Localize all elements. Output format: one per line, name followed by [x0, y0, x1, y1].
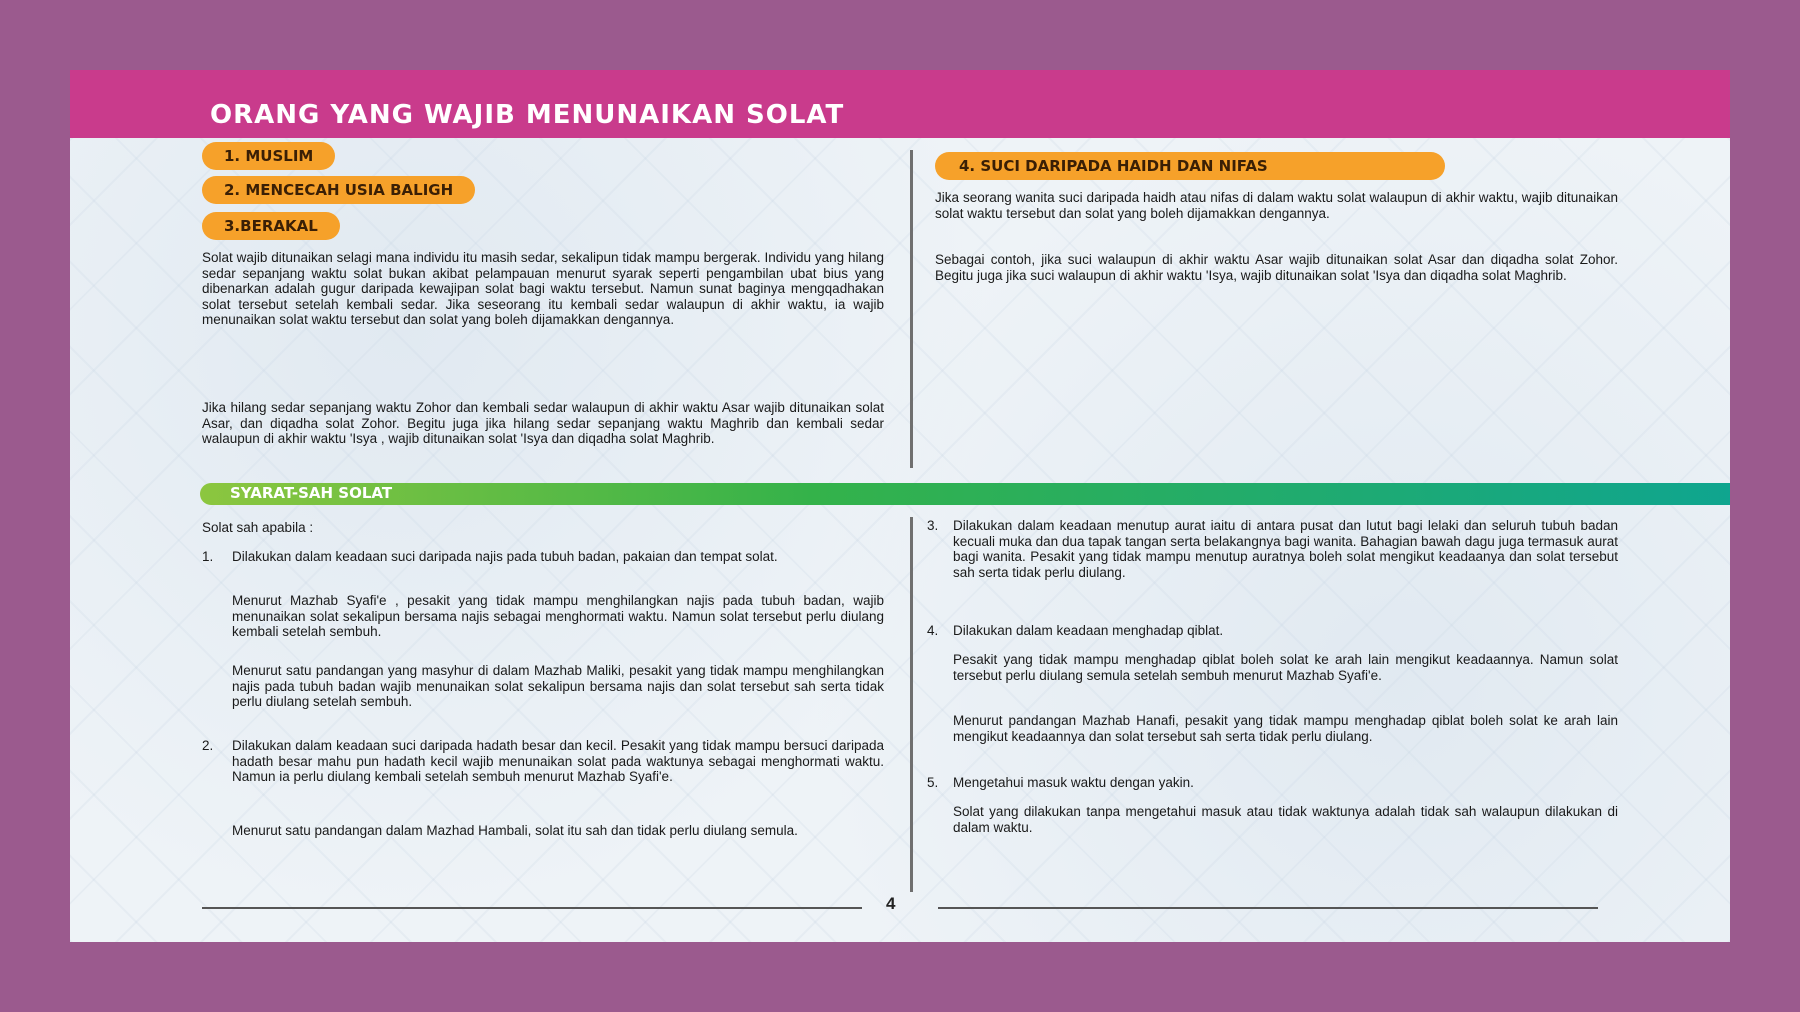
syarat-sah-heading: SYARAT-SAH SOLAT	[230, 484, 393, 502]
item-4-text: Dilakukan dalam keadaan menghadap qiblat.	[953, 623, 1224, 638]
condition-pill-baligh: 2. MENCECAH USIA BALIGH	[202, 176, 475, 204]
footer-rule-left	[202, 907, 862, 909]
item-1-note-2: Menurut satu pandangan yang masyhur di dalam Mazhab Maliki, pesakit yang tidak mampu menghilangkan najis pada tubuh badan wajib menunaikan solat sekalipun bersama najis dan solat tersebut sah serta tidak perlu diulang setelah sembuh.	[232, 663, 884, 709]
item-3-text: Dilakukan dalam keadaan menutup aurat iaitu di antara pusat dan lutut bagi lelaki dan seluruh tubuh badan kecuali muka dan dua tapak tangan serta belakangnya bagi wanita. Bahagian bawah dagu juga termasuk aurat bagi wanita. Pesakit yang tidak mampu menutup auratnya boleh solat mengikut keadaanya dan solat tersebut sah serta tidak perlu diulang.	[953, 518, 1618, 580]
page-number: 4	[886, 894, 896, 913]
item-1-text: Dilakukan dalam keadaan suci daripada najis pada tubuh badan, pakaian dan tempat solat.	[232, 549, 778, 564]
page-title: ORANG YANG WAJIB MENUNAIKAN SOLAT	[210, 100, 845, 130]
condition-pill-berakal: 3.BERAKAL	[202, 212, 340, 240]
berakal-paragraph-2: Jika hilang sedar sepanjang waktu Zohor dan kembali sedar walaupun di akhir waktu Asar wajib ditunaikan solat Asar, dan diqadha solat Zohor. Begitu juga jika hilang sedar sepanjang waktu Maghrib dan kembali sedar walaupun di akhir waktu 'Isya , wajib ditunaikan solat 'Isya dan diqadha solat Maghrib.	[202, 400, 884, 446]
item-4-note-1: Pesakit yang tidak mampu menghadap qiblat boleh solat ke arah lain mengikut keadaannya. Namun solat tersebut perlu diulang semula setelah sembuh menurut Mazhab Syafi'e.	[953, 652, 1618, 683]
suci-paragraph-2: Sebagai contoh, jika suci walaupun di akhir waktu Asar wajib ditunaikan solat Asar dan diqadha solat Zohor. Begitu juga jika suci walaupun di akhir waktu 'Isya, wajib ditunaikan solat 'Isya dan diqadha solat Maghrib.	[935, 252, 1618, 283]
document-page	[70, 70, 1730, 942]
item-2-note-1: Menurut satu pandangan dalam Mazhad Hambali, solat itu sah dan tidak perlu diulang semula.	[232, 823, 798, 838]
item-number-4: 4.	[927, 623, 939, 638]
title-banner	[70, 70, 1730, 138]
item-5-text: Mengetahui masuk waktu dengan yakin.	[953, 775, 1194, 790]
syarat-sah-banner	[200, 483, 1730, 505]
suci-paragraph-1: Jika seorang wanita suci daripada haidh atau nifas di dalam waktu solat walaupun di akhir waktu, wajib ditunaikan solat waktu tersebut dan solat yang boleh dijamakkan dengannya.	[935, 190, 1618, 221]
item-number-3: 3.	[927, 518, 939, 533]
item-1-note-1: Menurut Mazhab Syafi'e , pesakit yang tidak mampu menghilangkan najis pada tubuh badan, wajib menunaikan solat sekalipun bersama najis sebagai menghormati waktu. Namun solat tersebut perlu diulang kembali setelah sembuh.	[232, 593, 884, 639]
item-number-5: 5.	[927, 775, 939, 790]
syarat-intro: Solat sah apabila :	[202, 520, 314, 535]
item-5-note-1: Solat yang dilakukan tanpa mengetahui masuk atau tidak waktunya adalah tidak sah walaupun dilakukan di dalam waktu.	[953, 804, 1618, 835]
footer-rule-right	[938, 907, 1598, 909]
item-number-1: 1.	[202, 549, 214, 564]
column-divider-top	[910, 150, 913, 468]
item-number-2: 2.	[202, 738, 214, 753]
berakal-paragraph-1: Solat wajib ditunaikan selagi mana individu itu masih sedar, sekalipun tidak mampu bergerak. Individu yang hilang sedar sepanjang waktu solat bukan akibat pelampauan menurut syarak seperti pengambilan ubat bius yang dibenarkan adalah gugur daripada kewajipan solat bagi waktu tersebut. Namun sunat baginya mengqadhakan solat tersebut setelah kembali sedar. Jika seseorang itu kembali sedar walaupun di akhir waktu, ia wajib menunaikan solat waktu tersebut dan solat yang boleh dijamakkan dengannya.	[202, 250, 884, 327]
column-divider-bottom	[910, 517, 913, 892]
condition-pill-muslim: 1. MUSLIM	[202, 142, 335, 170]
condition-pill-suci: 4. SUCI DARIPADA HAIDH DAN NIFAS	[935, 152, 1445, 180]
item-4-note-2: Menurut pandangan Mazhab Hanafi, pesakit yang tidak mampu menghadap qiblat boleh solat ke arah lain mengikut keadaannya dan solat tersebut sah serta tidak perlu diulang.	[953, 713, 1618, 744]
item-2-text: Dilakukan dalam keadaan suci daripada hadath besar dan kecil. Pesakit yang tidak mampu bersuci daripada hadath besar mahu pun hadath kecil wajib menunaikan solat pada waktunya sebagai menghormati waktu. Namun ia perlu diulang kembali setelah sembuh menurut Mazhab Syafi'e.	[232, 738, 884, 784]
